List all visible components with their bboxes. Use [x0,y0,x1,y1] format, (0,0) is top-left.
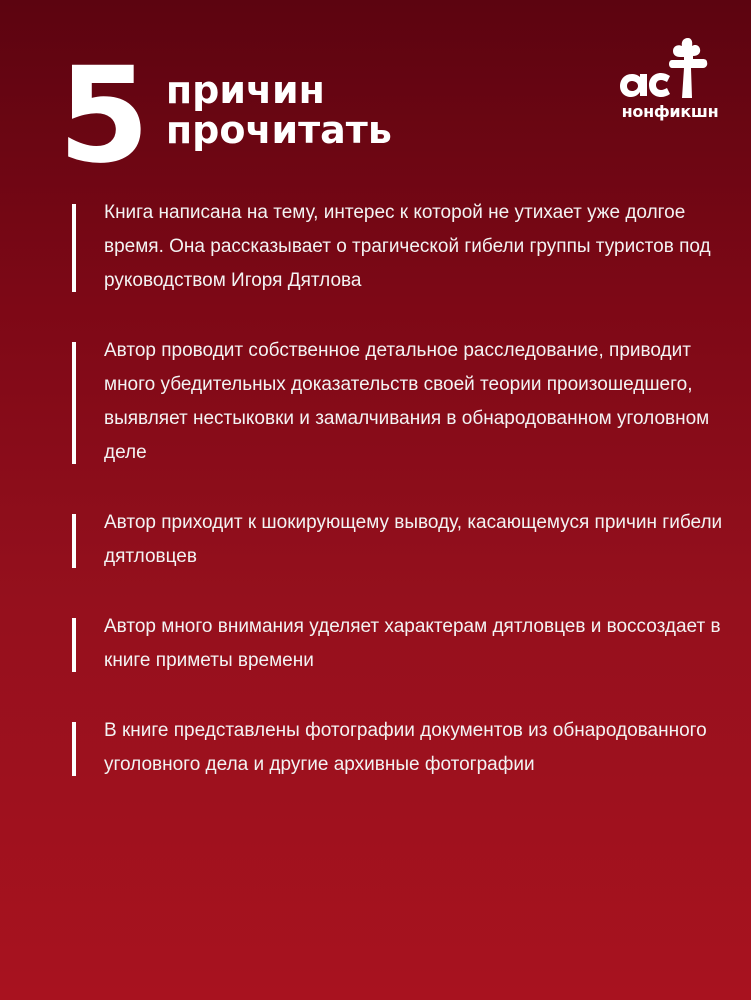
list-item [72,610,732,678]
reason-text: В книге представлены фотографии документов из обнародованного уголовного дела и другие архивные фотографии [104,720,707,775]
reason-text: Книга написана на тему, интерес к которой не утихает уже долгое время. Она рассказывает о трагической гибели группы туристов под руководством Игоря Дятлова [104,202,711,291]
reason-bar [72,204,76,292]
ast-logo-mark-icon [614,32,726,104]
reason-text: Автор проводит собственное детальное расследование, приводит много убедительных доказательств своей теории произошедшего, выявляет нестыковки и замалчивания в обнародованном уголовном деле [104,340,710,463]
header [58,39,392,193]
reason-bar [72,618,76,672]
page-title [166,70,392,150]
reason-bar [72,514,76,568]
reason-bar [72,342,76,464]
reason-text: Автор много внимания уделяет характерам дятловцев и воссоздает в книге приметы времени [104,616,721,671]
ast-nonfiction-logo [614,32,726,128]
list-item [72,196,732,298]
reason-bar [72,722,76,776]
title-line-1: причин [165,68,325,112]
reason-text: Автор приходит к шокирующему выводу, касающемуся причин гибели дятловцев [104,512,723,567]
big-number: 5 [58,39,146,193]
title-line-2: прочитать [165,108,392,152]
list-item [72,714,732,782]
reasons-list [72,196,732,818]
logo-subtitle: нонфикшн [621,102,719,121]
list-item [72,334,732,470]
list-item [72,506,732,574]
